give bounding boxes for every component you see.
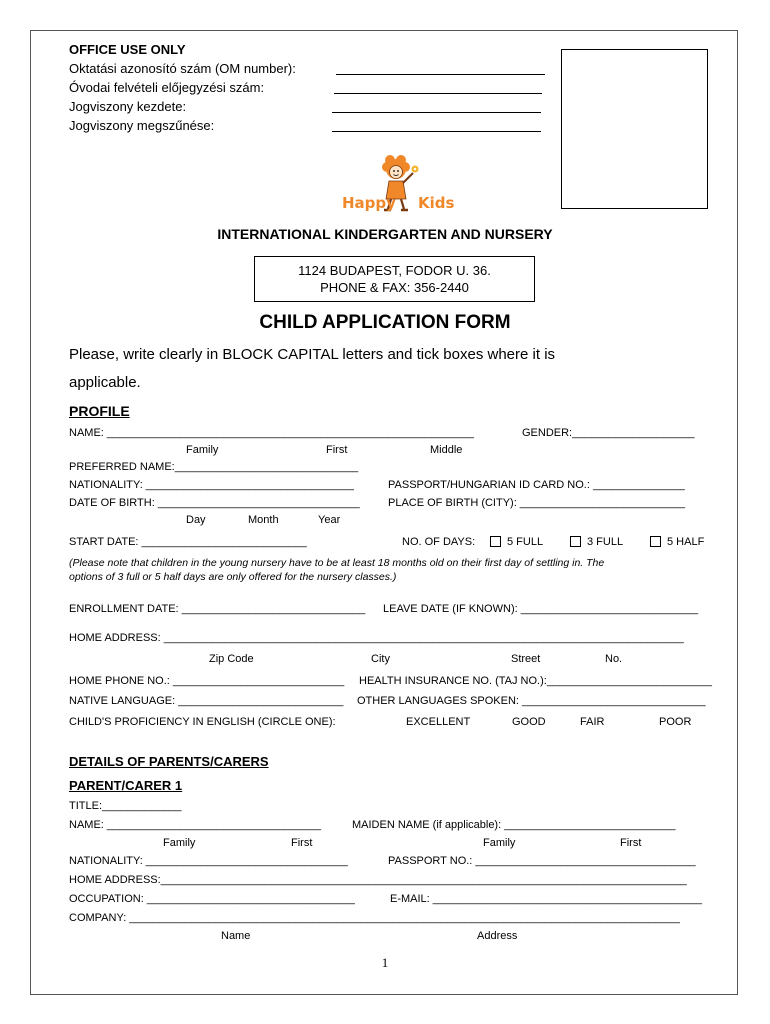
office-preregistration-line[interactable] [334,93,542,94]
leave-date-field[interactable]: LEAVE DATE (IF KNOWN): _____________________________ [383,603,699,615]
option-3-full[interactable] [570,536,623,548]
child-name-field[interactable]: NAME: ____________________________________________________________ [69,427,474,439]
school-address: 1124 BUDAPEST, FODOR U. 36. [298,263,491,278]
office-end-label: Jogviszony megszűnése: [69,118,215,133]
parents-heading: DETAILS OF PARENTS/CARERS [69,754,269,769]
form-title: CHILD APPLICATION FORM [259,312,511,333]
native-language-field[interactable]: NATIVE LANGUAGE: ___________________________ [69,695,344,707]
parent-1-heading: PARENT/CARER 1 [69,778,183,793]
checkbox-5-full[interactable] [490,536,501,547]
office-preregistration-label: Óvodai felvételi előjegyzési szám: [69,80,265,95]
checkbox-3-full[interactable] [570,536,581,547]
date-of-birth-field[interactable]: DATE OF BIRTH: _________________________________ [69,497,360,509]
office-end-line[interactable] [332,131,541,132]
parent-title-field[interactable]: TITLE:_____________ [69,800,182,812]
office-om-number-line[interactable] [336,74,545,75]
parent-home-address-field[interactable]: HOME ADDRESS:______________________________________________________________________________________ [69,874,687,886]
sub-label-city: City [371,653,390,665]
preferred-name-field[interactable]: PREFERRED NAME:______________________________ [69,461,359,473]
school-phone: PHONE & FAX: 356-2440 [320,280,469,295]
option-5-full[interactable] [490,536,543,548]
sub-label-first: First [326,444,348,456]
sub-label-zip: Zip Code [209,653,254,665]
child-passport-field[interactable]: PASSPORT/HUNGARIAN ID CARD NO.: _______________ [388,479,685,491]
checkbox-5-half[interactable] [650,536,661,547]
proficiency-fair[interactable]: FAIR [580,716,605,728]
page-number: 1 [381,955,389,970]
option-5-half-label: 5 HALF [667,536,705,548]
option-5-half[interactable] [650,536,704,548]
maiden-sub-label-first: First [620,837,642,849]
sub-label-year: Year [318,514,341,526]
option-5-full-label: 5 FULL [507,536,544,548]
sub-label-month: Month [248,514,279,526]
parent-company-field[interactable]: COMPANY: __________________________________________________________________________________________ [69,912,680,924]
child-home-address-field[interactable]: HOME ADDRESS: _____________________________________________________________________________________ [69,632,684,644]
other-languages-field[interactable]: OTHER LANGUAGES SPOKEN: ______________________________ [357,695,706,707]
parent-occupation-field[interactable]: OCCUPATION: __________________________________ [69,893,355,905]
photo-box[interactable] [561,49,708,209]
maiden-sub-label-family: Family [483,837,516,849]
logo-word-happy: Happy [342,194,396,212]
health-insurance-field[interactable]: HEALTH INSURANCE NO. (TAJ NO.):___________________________ [359,675,713,687]
no-of-days-label: NO. OF DAYS: [402,536,476,548]
instructions-line-2: applicable. [69,374,141,391]
parent-maiden-name-field[interactable]: MAIDEN NAME (if applicable): ____________________________ [352,819,676,831]
parent-name-field[interactable]: NAME: ___________________________________ [69,819,322,831]
parent-email-field[interactable]: E-MAIL: ____________________________________________ [390,893,702,905]
proficiency-poor[interactable]: POOR [659,716,692,728]
start-date-field[interactable]: START DATE: ___________________________ [69,536,307,548]
company-sub-label-address: Address [477,930,518,942]
sub-label-middle: Middle [430,444,463,456]
office-start-label: Jogviszony kezdete: [69,99,187,114]
nursery-note-line-1: (Please note that children in the young nursery have to be at least 18 months old on their first day of settling in. The [69,557,605,569]
parent-sub-label-family: Family [163,837,196,849]
logo-word-kids: Kids [418,194,455,212]
parent-nationality-field[interactable]: NATIONALITY: _________________________________ [69,855,348,867]
enrollment-date-field[interactable]: ENROLLMENT DATE: ______________________________ [69,603,366,615]
parent-passport-field[interactable]: PASSPORT NO.: ____________________________________ [388,855,696,867]
sub-label-street: Street [511,653,541,665]
home-phone-field[interactable]: HOME PHONE NO.: ____________________________ [69,675,345,687]
happy-kids-logo [340,155,460,219]
sub-label-no: No. [605,653,623,665]
proficiency-label: CHILD'S PROFICIENCY IN ENGLISH (CIRCLE ONE): [69,716,336,728]
office-om-number-label: Oktatási azonosító szám (OM number): [69,61,296,76]
child-nationality-field[interactable]: NATIONALITY: __________________________________ [69,479,354,491]
place-of-birth-field[interactable]: PLACE OF BIRTH (CITY): ___________________________ [388,497,685,509]
option-3-full-label: 3 FULL [587,536,624,548]
school-name: INTERNATIONAL KINDERGARTEN AND NURSERY [217,226,553,242]
proficiency-excellent[interactable]: EXCELLENT [406,716,471,728]
child-gender-field[interactable]: GENDER:____________________ [522,427,695,439]
sub-label-family: Family [186,444,219,456]
parent-sub-label-first: First [291,837,313,849]
address-box [254,256,535,302]
office-start-line[interactable] [332,112,541,113]
instructions-line-1: Please, write clearly in BLOCK CAPITAL letters and tick boxes where it is [69,346,556,363]
profile-heading: PROFILE [69,403,130,419]
sub-label-day: Day [186,514,206,526]
company-sub-label-name: Name [221,930,251,942]
nursery-note-line-2: options of 3 full or 5 half days are only offered for the nursery classes.) [69,571,397,583]
office-use-heading: OFFICE USE ONLY [69,42,186,57]
proficiency-good[interactable]: GOOD [512,716,546,728]
